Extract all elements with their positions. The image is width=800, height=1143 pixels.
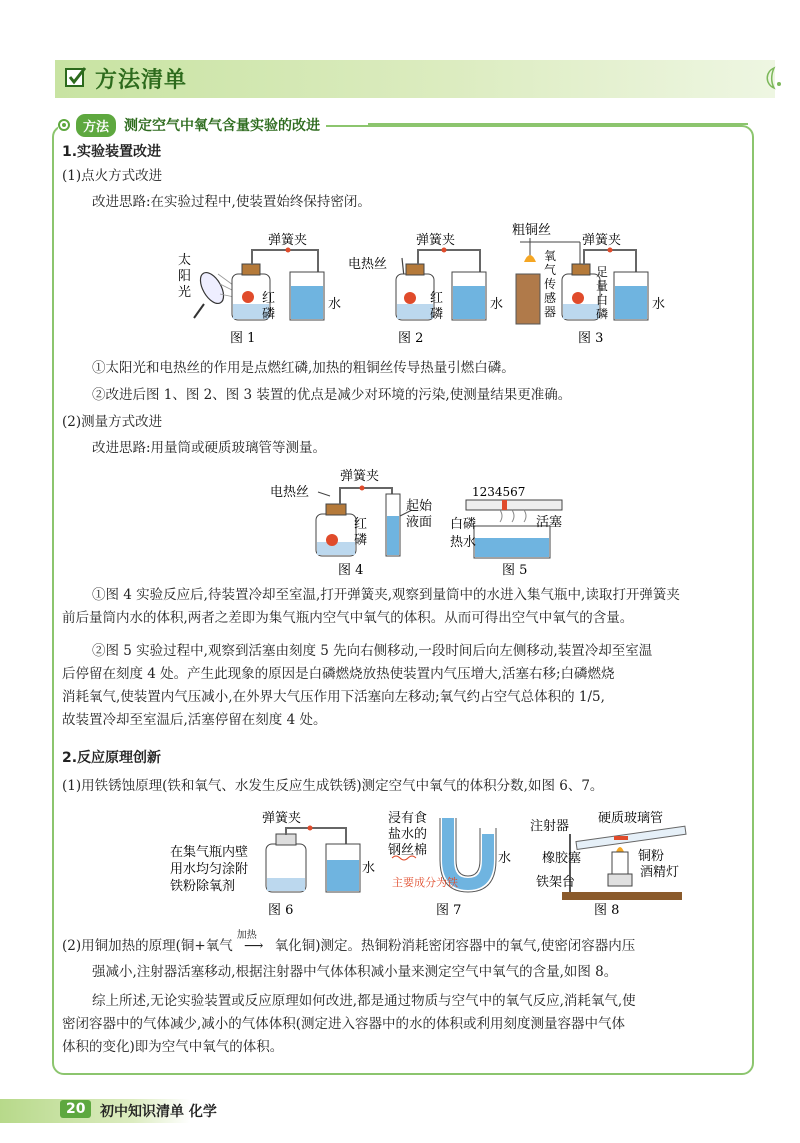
footer-title: 初中知识清单 化学 [100, 1104, 217, 1120]
fig4-label-clip: 弹簧夹 [340, 469, 380, 484]
s2-p2-line1 [62, 930, 636, 956]
fig1-label-sun-2: 阳 [178, 269, 192, 284]
s2-p1: (1)用铁锈蚀原理(铁和氧气、水发生反应生成铁锈)测定空气中氧气的体积分数,如图 6、7。 [62, 778, 604, 794]
summary-line3: 体积的变化)即为空气中氧气的体积。 [62, 1039, 284, 1055]
fig6-label-clip: 弹簧夹 [262, 811, 302, 826]
fig3-label-sensor-3: 传 [544, 277, 557, 291]
figures-1-3 [170, 222, 670, 346]
fig3-label-clip: 弹簧夹 [582, 233, 622, 248]
s1-p4-line1: ②图 5 实验过程中,观察到活塞由刻度 5 先向右侧移动,一段时间后向左侧移动,装置冷却至室温 [92, 643, 653, 659]
figures-4-5 [270, 466, 570, 582]
idea1-text: 改进思路:在实验过程中,使装置始终保持密闭。 [92, 194, 371, 210]
fig4-label-start-2: 液面 [406, 515, 433, 530]
summary-line2: 密闭容器中的气体减少,减小的气体体积(测定进入容器中的水的体积或利用刻度测量容器中气体 [62, 1016, 626, 1032]
fig8-caption: 图 8 [594, 903, 620, 918]
fig2-caption: 图 2 [398, 331, 424, 346]
fig1-label-sun-3: 光 [178, 285, 192, 300]
checkbox-check-icon [65, 66, 87, 88]
leaf-icon [761, 66, 787, 92]
figure-8 [530, 810, 686, 918]
sub2-heading: (2)测量方式改进 [62, 414, 163, 430]
fig6-desc-2: 用水均匀涂附 [170, 862, 249, 877]
fig4-label-red-1: 红 [354, 517, 368, 532]
fig1-label-red-1: 红 [262, 291, 276, 306]
s1-p4-line2: 后停留在刻度 4 处。产生此现象的原因是白磷燃烧放热使装置内气压增大,活塞右移;白磷燃烧 [62, 666, 615, 682]
fig6-label-water: 水 [362, 861, 376, 876]
fig5-caption: 图 5 [502, 563, 528, 578]
fig4-label-start-1: 起始 [406, 499, 433, 514]
fig4-label-wire: 电热丝 [270, 485, 310, 500]
fig1-label-water: 水 [328, 297, 342, 312]
section-banner [55, 60, 775, 98]
fig7-desc-3: 钢丝棉 [388, 843, 428, 858]
s1-p1: ①太阳光和电热丝的作用是点燃红磷,加热的粗铜丝传导热量引燃白磷。 [92, 360, 515, 376]
summary [62, 990, 742, 1059]
fig6-desc-3: 铁粉除氧剂 [170, 879, 236, 894]
s1-p2: ②改进后图 1、图 2、图 3 装置的优点是减少对环境的污染,使测量结果更准确。 [92, 387, 572, 403]
bullet-icon [58, 119, 70, 131]
banner-title: 方法清单 [95, 68, 188, 93]
method-title: 测定空气中氧气含量实验的改进 [124, 118, 321, 134]
fig7-caption: 图 7 [436, 903, 462, 918]
section1-heading: 1.实验装置改进 [62, 144, 162, 160]
fig3-label-sensor-5: 器 [544, 305, 557, 319]
idea2-text: 改进思路:用量筒或硬质玻璃管等测量。 [92, 440, 327, 456]
s1-p3-line1: ①图 4 实验反应后,待装置冷却至室温,打开弹簧夹,观察到量筒中的水进入集气瓶中,读取打开弹簧夹 [92, 587, 680, 603]
heat-label: 加热 [236, 930, 257, 941]
fig8-label-cu: 铜粉 [638, 849, 665, 864]
figure-7 [388, 811, 511, 918]
method-badge: 方法 [76, 114, 116, 137]
s2-p2-part-a: (2)用铜加热的原理(铜+氧气 [62, 938, 233, 954]
fig1-caption: 图 1 [230, 331, 256, 346]
figure-2 [348, 232, 503, 346]
figure-1 [178, 232, 341, 346]
summary-line1: 综上所述,无论实验装置或反应原理如何改进,都是通过物质与空气中的氧气反应,消耗氧气,使 [92, 993, 636, 1009]
fig3-label-sensor-4: 感 [544, 291, 557, 305]
fig2-label-red-2: 磷 [430, 307, 444, 322]
section2-heading: 2.反应原理创新 [62, 750, 162, 766]
s1-p4 [62, 640, 742, 732]
figures-6-8 [170, 806, 690, 922]
fig5-label-white: 白磷 [450, 517, 477, 532]
s1-p3-line2: 前后量筒内水的体积,两者之差即为集气瓶内空气中氧气的体积。从而可得出空气中氧气的含量。 [62, 610, 634, 626]
fig3-caption: 图 3 [578, 331, 604, 346]
fig2-label-wire: 电热丝 [348, 257, 388, 272]
fig2-label-water: 水 [490, 297, 504, 312]
fig1-label-sun-1: 太 [178, 253, 192, 268]
fig3-label-water: 水 [652, 297, 666, 312]
s2-p2-part-b: 氧化铜)测定。热铜粉消耗密闭容器中的氧气,使密闭容器内压 [274, 938, 636, 954]
fig4-caption: 图 4 [338, 563, 364, 578]
fig3-label-sensor-1: 氧 [544, 249, 557, 263]
s1-p4-line3: 消耗氧气,使装置内气压减小,在外界大气压作用下活塞向左移动;氧气约占空气总体积的 1/5, [62, 689, 605, 705]
method-rule [368, 123, 748, 125]
fig8-label-stopper: 橡胶塞 [542, 851, 582, 866]
fig7-label-water: 水 [498, 851, 512, 866]
fig8-label-lamp: 酒精灯 [640, 865, 680, 880]
figure-6 [170, 810, 375, 918]
fig4-label-red-2: 磷 [354, 533, 368, 548]
page-number: 20 [60, 1100, 91, 1118]
fig2-label-clip: 弹簧夹 [416, 233, 456, 248]
fig5-label-piston: 活塞 [536, 515, 563, 530]
heat-arrow: 加热 ⟶ [233, 936, 275, 956]
fig3-label-white-4: 磷 [596, 307, 609, 321]
fig6-caption: 图 6 [268, 903, 294, 918]
fig7-note: 主要成分为铁 [392, 876, 458, 889]
fig6-desc-1: 在集气瓶内壁 [170, 845, 249, 860]
s1-p3 [62, 584, 742, 630]
s1-p4-line4: 故装置冷却至室温后,活塞停留在刻度 4 处。 [62, 712, 327, 728]
fig8-label-stand: 铁架台 [536, 875, 576, 890]
fig8-label-syringe: 注射器 [530, 819, 570, 834]
sub1-heading: (1)点火方式改进 [62, 168, 163, 184]
fig2-label-red-1: 红 [430, 291, 444, 306]
figure-3 [512, 222, 665, 346]
s2-p2-line2: 强减小,注射器活塞移动,根据注射器中气体体积减小量来测定空气中氧气的含量,如图 8。 [92, 964, 618, 980]
fig3-label-white-3: 白 [596, 293, 609, 307]
fig3-label-white-1: 足 [596, 265, 609, 279]
fig3-label-copper: 粗铜丝 [512, 223, 552, 238]
fig3-label-sensor-2: 气 [544, 263, 557, 277]
fig8-label-tube: 硬质玻璃管 [598, 811, 664, 826]
fig7-desc-1: 浸有食 [388, 811, 428, 826]
fig5-label-hot: 热水 [450, 535, 477, 550]
method-header [58, 114, 326, 136]
fig5-label-scale: 1234567 [472, 485, 526, 499]
fig7-desc-2: 盐水的 [388, 827, 428, 842]
fig1-label-clip: 弹簧夹 [268, 233, 308, 248]
figure-4 [270, 468, 433, 578]
fig3-label-white-2: 量 [596, 279, 609, 293]
fig1-label-red-2: 磷 [262, 307, 276, 322]
figure-5 [450, 485, 562, 578]
